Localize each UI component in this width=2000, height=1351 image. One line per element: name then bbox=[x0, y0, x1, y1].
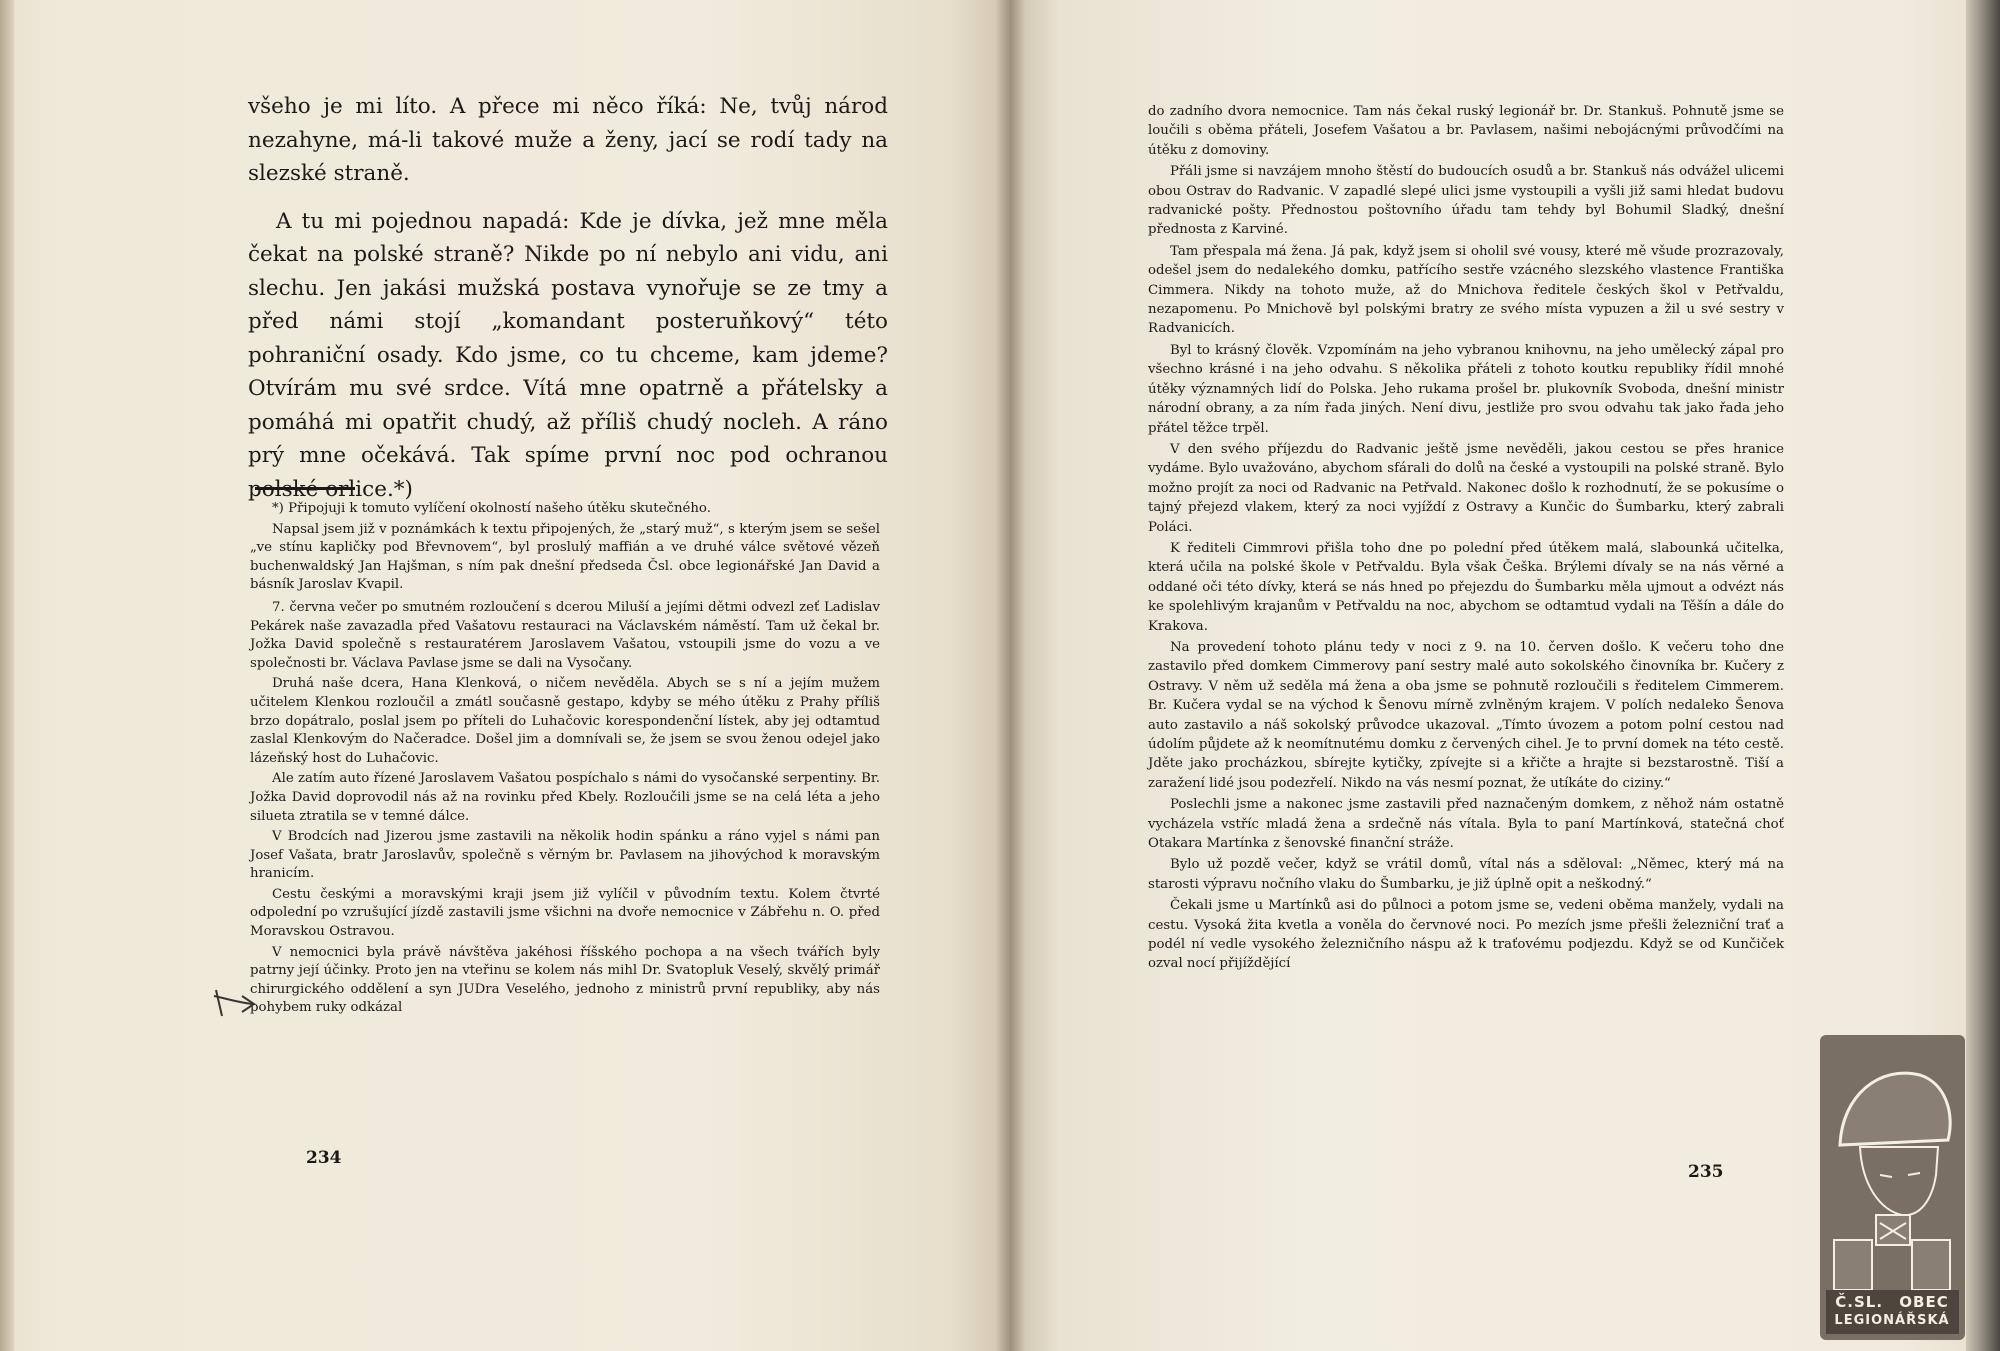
stamp-line-1: Č.SL. bbox=[1835, 1293, 1884, 1311]
footnote-separator-rule bbox=[255, 487, 355, 490]
left-body-paragraph: všeho je mi líto. A přece mi něco říká: Ne, tvůj národ nezahyne, má-li takové muže a ženy, jací se rodí tady na slezské straně. bbox=[248, 94, 888, 186]
footnote-paragraph: Napsal jsem již v poznámkách k textu připojených, že „starý muž“, s kterým jsem se sešel „ve stínu kapličky pod Břevnovem“, byl proslulý maffián a ve druhé válce světové vězeň buchenwaldský Jan Hajšman, s ním pak dnešní předseda Čsl. obce legionářské Jan David a básník Jaroslav Kvapil. bbox=[250, 521, 880, 593]
footnote-paragraph: Cestu českými a moravskými kraji jsem již vylíčil v původním textu. Kolem čtvrté odpolední po vzrušující jízdě zastavili jsme všichni na dvoře nemocnice v Zábřehu n. O. před Moravskou Ostravou. bbox=[250, 886, 880, 940]
left-page-number: 234 bbox=[306, 1148, 342, 1168]
right-paragraph: Byl to krásný člověk. Vzpomínám na jeho vybranou knihovnu, na jeho umělecký zápal pro všechno krásné i na jeho odvahu. S několika přáteli z tohoto koutku republiky řídil mnohé útěky významných lidí do Polska. Jeho rukama prošel br. plukovník Svoboda, dnešní ministr národní obrany, a za ním řada jiných. Není divu, jestliže pro svou odvahu tak jako řada jeho přátel těžce trpěl. bbox=[1148, 342, 1784, 436]
right-paragraph: do zadního dvora nemocnice. Tam nás čekal ruský legionář br. Dr. Stankuš. Pohnutě jsme se loučili s oběma přáteli, Josefem Vašatou a br. Pavlasem, našimi nebojácnými průvodčími na útěku z domoviny. bbox=[1148, 104, 1784, 158]
book-gutter bbox=[995, 0, 1025, 1351]
handwritten-arrow-mark bbox=[212, 986, 262, 1022]
footnote-paragraph: V nemocnici byla právě návštěva jakéhosi říšského pochopa a na všech tvářích byly patrny její účinky. Proto jen na vteřinu se kolem nás mihl Dr. Svatopluk Veselý, skvělý primář chirurgického oddělení a syn JUDra Veselého, jednoho z ministrů první republiky, aby nás pohybem ruky odkázal bbox=[250, 944, 880, 1016]
right-paragraph: Tam přespala má žena. Já pak, když jsem si oholil své vousy, které mě všude prozrazovaly, odešel jsem do nedalekého domku, patřícího sestře vzácného slezského vlastence Františka Cimmera. Nikdy na tohoto muže, až do Mnichova ředitele českých škol v Petřvaldu, nezapomenu. Po Mnichově byl polskými bratry ze svého místa vypuzen a žil u své sestry v Radvanicích. bbox=[1148, 243, 1784, 337]
left-footnotes bbox=[250, 500, 880, 1020]
stamp-text-line: LEGIONÁŘSKÁ bbox=[1834, 1313, 1950, 1328]
right-paragraph: Bylo už pozdě večer, když se vrátil domů, vítal nás a sděloval: „Němec, který má na starosti výpravu nočního vlaku do Šumbarku, je již úplně opit a neškodný.“ bbox=[1148, 857, 1784, 892]
stamp-text-line bbox=[1822, 1293, 1962, 1311]
left-body-text bbox=[248, 90, 888, 506]
right-paragraph: Přáli jsme si navzájem mnoho štěstí do budoucích osudů a br. Stankuš nás odvážel ulicemi obou Ostrav do Radvanic. V zapadlé slepé ulici jsme vystoupili a vyšli již sami hledat budovu radvanické pošty. Přednostou poštovního úřadu tam tehdy byl Bohumil Sladký, dnešní přednosta z Karviné. bbox=[1148, 164, 1784, 238]
right-page-number: 235 bbox=[1688, 1162, 1724, 1182]
right-paragraph: V den svého příjezdu do Radvanic ještě jsme nevěděli, jakou cestou se přes hranice vydáme. Bylo uvažováno, abychom sfárali do dolů na české a vystoupili na polské straně. Bylo možno projít za noci od Radvanic na Petřvald. Nakonec došlo k rozhodnutí, že se pokusíme o tajný přejezd vlakem, který za noci vyjíždí z Ostravy a Kunčic do Šumbarku, který zabrali Poláci. bbox=[1148, 441, 1784, 535]
footnote-paragraph: Druhá naše dcera, Hana Klenková, o ničem nevěděla. Abych se s ní a jejím mužem učitelem Klenkou rozloučil a zmátl současně gestapo, kdyby se mého útěku z Prahy příliš brzo dopátralo, poslal jsem po příteli do Luhačovic korespondenční lístek, aby jej odtamtud zaslal Klenkovým do Načeradce. Došel jim a domnívali se, že jsem se svou ženou odejel jako lázeňský host do Luhačovic. bbox=[250, 676, 880, 766]
right-page-edge bbox=[1966, 0, 2000, 1351]
right-paragraph: Na provedení tohoto plánu tedy v noci z 9. na 10. červen došlo. K večeru toho dne zastavilo před domkem Cimmerovy paní sestry malé auto sokolského činovníka br. Kučery z Ostravy. V něm už seděla má žena a oba jsme se pohnutě rozloučili s ředitelem Cimmerem. Br. Kučera vydal se na východ k Šenovu mírně zvlněným krajem. V polích nedaleko Šenova auto zastavilo a náš sokolský průvodce ukazoval. „Tímto úvozem a potom polní cestou nad údolím půjdete až k neomítnutému domku z červených cihel. Je to první domek na této cestě. Jděte jako procházkou, sbírejte kytičky, zpívejte si a křičte a hrajte si bezstarostně. Tiší a zaražení lidé jsou podezřelí. Nikdo na vás nesmí poznat, že utíkáte do ciziny.“ bbox=[1148, 639, 1784, 791]
footnote-paragraph: Ale zatím auto řízené Jaroslavem Vašatou pospíchalo s námi do vysočanské serpentiny. Br. Jožka David doprovodil nás až na rovinku před Kbely. Rozloučili jsme se na celá léta a jeho silueta ztratila se v temné dálce. bbox=[250, 771, 880, 824]
footnote-paragraph: 7. června večer po smutném rozloučení s dcerou Miluší a jejími dětmi odvezl zeť Ladislav Pekárek naše zavazadla před Vašatovu restauraci na Václavském náměstí. Tam už čekal br. Jožka David společně s restauratérem Jaroslavem Vašatou, vstoupili jsme do vozu a ve společnosti br. Václava Pavlase jsme se dali na Vysočany. bbox=[250, 599, 880, 671]
left-page-edge bbox=[0, 0, 14, 1351]
footnote-paragraph: V Brodcích nad Jizerou jsme zastavili na několik hodin spánku a ráno vyjel s námi pan Josef Vašata, bratr Jaroslavův, společně s věrným br. Pavlasem na jihovýchod k moravským hranicím. bbox=[250, 829, 880, 882]
left-body-paragraph: A tu mi pojednou napadá: Kde je dívka, jež mne měla čekat na polské straně? Nikde po ní nebylo ani vidu, ani slechu. Jen jakási mužská postava vynořuje se ze tmy a před námi stojí „komandant posteruňkový“ této pohraniční osady. Kdo jsme, co tu chceme, kam jdeme? Otvírám mu své srdce. Vítá mne opatrně a přátelsky a pomáhá mi opatřit chudý, až příliš chudý nocleh. A ráno prý mne očekává. Tak spíme první noc pod ochranou polské orlice.*) bbox=[248, 208, 888, 502]
right-paragraph: K řediteli Cimmrovi přišla toho dne po polední před útěkem malá, slabounká učitelka, která učila na polské škole v Petřvaldu. Byla však Češka. Brýlemi dívaly se na nás věrné a oddané oči této dívky, která se nás hned po přejezdu do Šumbarku měla ujmout a odvézt nás ke spolehlivým krajanům v Petřvaldu na noc, abychom se odtamtud vydali na Těšín a dále do Krakova. bbox=[1148, 540, 1784, 634]
right-paragraph: Poslechli jsme a nakonec jsme zastavili před naznačeným domkem, z něhož nám ostatně vycházela vstříc mladá žena a srdečně nás vítala. Byla to paní Martínková, statečná choť Otakara Martínka z šenovské finanční stráže. bbox=[1148, 797, 1784, 852]
stamp-line-2: OBEC bbox=[1899, 1293, 1949, 1311]
footnote-paragraph: *) Připojuji k tomuto vylíčení okolností našeho útěku skutečného. bbox=[272, 501, 711, 516]
right-body-text bbox=[1148, 102, 1784, 976]
right-paragraph: Čekali jsme u Martínků asi do půlnoci a potom jsme se, vedeni oběma manžely, vydali na cestu. Vysoká žita kvetla a voněla do červnové noci. Po mezích jsme přešli železniční trať a podél ní vedle vysokého železničního náspu až k traťovému podjezdu. Když se od Kunčiček ozval nocí přijíždějící bbox=[1148, 898, 1784, 972]
